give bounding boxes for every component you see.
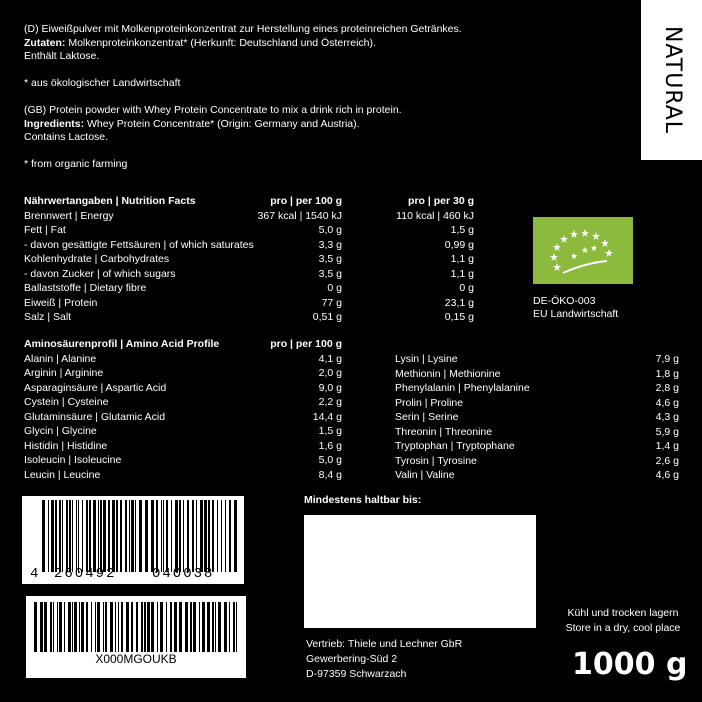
amino-acid-table-right <box>395 352 679 483</box>
nutrient-per-30g: 23,1 g <box>444 296 474 309</box>
amino-row <box>24 468 342 483</box>
barcode-bar <box>151 602 154 652</box>
eco-control-code: DE-ÖKO-003 <box>533 295 596 307</box>
barcode-bar <box>163 500 164 572</box>
nutrition-header-label: Nährwertangaben | Nutrition Facts <box>24 195 196 208</box>
barcode-bar <box>187 500 189 572</box>
amino-value: 2,2 g <box>318 396 342 409</box>
organic-certification <box>533 294 618 320</box>
nutrient-per-100g: 3,5 g <box>318 267 342 280</box>
barcode-bar <box>190 602 192 652</box>
barcode-bar <box>100 500 102 572</box>
barcode-bar <box>131 500 134 572</box>
barcode-bar <box>59 500 61 572</box>
barcode-bar <box>108 500 110 572</box>
amino-row <box>24 424 342 439</box>
nutrition-table <box>24 194 474 325</box>
barcode-bar <box>98 500 99 572</box>
organic-note-de: * aus ökologischer Landwirtschaft <box>24 77 181 89</box>
barcode-bar <box>93 500 96 572</box>
amino-value: 8,4 g <box>318 468 342 481</box>
fnsku-code: X000MGOUKB <box>95 652 177 666</box>
amino-row <box>24 352 342 367</box>
barcode-bar <box>76 500 77 572</box>
barcode-bar <box>82 500 83 572</box>
nutrient-per-100g: 0 g <box>327 282 342 295</box>
nutrient-name: Fett | Fat <box>24 224 66 237</box>
barcode-bar <box>221 500 222 572</box>
barcode-bar <box>199 602 200 652</box>
amino-name: Phenylalanin | Phenylalanine <box>395 382 530 395</box>
barcode-bar <box>79 602 80 652</box>
distributor-line-2: Gewerbering-Süd 2 <box>306 653 398 665</box>
barcode-bar <box>139 500 142 572</box>
nutrient-per-30g: 1,1 g <box>450 267 474 280</box>
barcode-bar <box>64 602 65 652</box>
amino-row <box>24 439 342 454</box>
barcode-bar <box>50 602 52 652</box>
barcode-bar <box>145 500 148 572</box>
nutrition-row <box>24 252 474 267</box>
barcode-bar <box>120 500 122 572</box>
barcode-bar <box>183 500 184 572</box>
barcode-bar <box>118 602 119 652</box>
nutrient-per-100g: 77 g <box>321 296 342 309</box>
eu-leaf-stars-icon <box>533 217 633 284</box>
barcode-bar <box>72 602 73 652</box>
amino-value: 4,3 g <box>655 411 679 424</box>
amino-value: 1,5 g <box>318 425 342 438</box>
amino-row <box>395 396 679 411</box>
amino-header-label: Aminosäurenprofil | Amino Acid Profile <box>24 338 220 351</box>
amino-name: Threonin | Threonine <box>395 425 493 438</box>
barcode-bar <box>44 602 47 652</box>
barcode-bar <box>166 602 167 652</box>
barcode-bar <box>34 602 37 652</box>
nutrition-row <box>24 238 474 253</box>
barcode-bar <box>166 500 168 572</box>
barcode-bar <box>141 602 143 652</box>
barcode-bar <box>147 602 150 652</box>
ean-barcode <box>22 496 244 584</box>
amino-acid-table-left <box>24 337 342 482</box>
amino-value: 4,6 g <box>655 469 679 482</box>
lactose-gb: Contains Lactose. <box>24 131 109 143</box>
ingredients-de-label: Zutaten: <box>24 36 66 49</box>
nutrition-row <box>24 281 474 296</box>
barcode-bar <box>192 500 194 572</box>
amino-row <box>395 352 679 367</box>
ingredients-de-text: Molkenproteinkonzentrat* (Herkunft: Deutschland und Österreich). <box>65 36 376 49</box>
agriculture-origin: EU Landwirtschaft <box>533 308 619 320</box>
amino-row <box>395 454 679 469</box>
barcode-bar <box>170 602 172 652</box>
amino-value: 2,8 g <box>655 382 679 395</box>
barcode-bar <box>51 500 54 572</box>
barcode-bar <box>68 602 71 652</box>
barcode-bar <box>57 602 58 652</box>
amino-name: Methionin | Methionine <box>395 367 501 380</box>
nutrient-per-30g: 110 kcal | 460 kJ <box>396 209 474 222</box>
amino-header-row <box>24 337 342 352</box>
distributor-line-3: D-97359 Schwarzach <box>306 668 407 680</box>
barcode-bar <box>42 500 45 572</box>
amino-name: Glycin | Glycine <box>24 425 97 438</box>
barcode-bar <box>91 602 92 652</box>
nutrition-header-30g: pro | per 30 g <box>408 195 474 208</box>
barcode-bar <box>78 500 79 572</box>
amino-value: 5,9 g <box>655 425 679 438</box>
distributor-address <box>306 637 462 682</box>
barcode-bar <box>229 602 230 652</box>
amino-name: Tryptophan | Tryptophane <box>395 440 515 453</box>
spacer <box>24 63 624 77</box>
barcode-bar <box>193 602 196 652</box>
best-before-field <box>304 515 536 628</box>
fnsku-barcode <box>24 594 248 680</box>
barcode-bar <box>105 602 107 652</box>
amino-name: Lysin | Lysine <box>395 353 458 366</box>
amino-row <box>24 410 342 425</box>
barcode-bar <box>116 500 118 572</box>
barcode-bar <box>131 602 133 652</box>
barcode-bar <box>202 602 205 652</box>
barcode-bar <box>204 500 207 572</box>
amino-name: Cystein | Cysteine <box>24 396 109 409</box>
barcode-bar <box>135 500 136 572</box>
barcode-bar <box>156 500 158 572</box>
best-before-label: Mindestens haltbar bis: <box>304 494 422 506</box>
eu-organic-leaf-logo <box>533 217 633 284</box>
amino-row <box>24 381 342 396</box>
barcode-bar <box>208 500 210 572</box>
barcode-bar <box>207 602 210 652</box>
amino-name: Glutaminsäure | Glutamic Acid <box>24 410 166 423</box>
amino-name: Isoleucin | Isoleucine <box>24 454 122 467</box>
nutrition-row <box>24 296 474 311</box>
barcode-bar <box>136 602 138 652</box>
amino-value: 2,0 g <box>318 367 342 380</box>
amino-value: 9,0 g <box>318 381 342 394</box>
amino-name: Prolin | Proline <box>395 396 464 409</box>
barcode-bar <box>81 602 84 652</box>
storage-de: Kühl und trocken lagern <box>567 607 679 619</box>
barcode-bar <box>175 500 178 572</box>
barcode-bar <box>212 602 214 652</box>
nutrient-per-30g: 1,1 g <box>450 253 474 266</box>
amino-name: Tyrosin | Tyrosine <box>395 454 477 467</box>
amino-value: 4,6 g <box>655 396 679 409</box>
amino-value: 1,8 g <box>655 367 679 380</box>
ingredients-gb <box>24 117 624 131</box>
ingredients-gb-label: Ingredients: <box>24 117 85 130</box>
barcode-bar <box>48 500 49 572</box>
barcode-bar <box>66 500 68 572</box>
barcode-bar <box>161 500 162 572</box>
barcode-bar <box>157 602 158 652</box>
nutrient-per-100g: 0,51 g <box>312 311 342 324</box>
amino-name: Arginin | Arginine <box>24 367 104 380</box>
nutrition-header-row <box>24 194 474 209</box>
barcode-bar <box>212 500 214 572</box>
amino-value: 1,6 g <box>318 439 342 452</box>
amino-row <box>24 366 342 381</box>
storage-instructions <box>560 606 686 635</box>
barcode-bar <box>215 602 216 652</box>
fnsku-barcode-bars <box>32 602 240 652</box>
barcode-bar <box>224 602 227 652</box>
barcode-bar <box>97 602 100 652</box>
barcode-bar <box>234 500 237 572</box>
barcode-bar <box>125 500 127 572</box>
ingredients-gb-text: Whey Protein Concentrate* (Origin: Germany and Austria). <box>84 117 360 130</box>
distributor-line-1: Vertrieb: Thiele und Lechner GbR <box>306 638 463 650</box>
organic-note-gb: * from organic farming <box>24 158 128 170</box>
barcode-bar <box>62 500 63 572</box>
barcode-bar <box>103 500 106 572</box>
nutrition-row <box>24 209 474 224</box>
barcode-bar <box>144 602 146 652</box>
amino-row <box>24 453 342 468</box>
barcode-bar <box>86 500 88 572</box>
amino-row <box>395 439 679 454</box>
barcode-bar <box>185 602 188 652</box>
barcode-bar <box>86 602 88 652</box>
barcode-bar <box>40 602 43 652</box>
nutrient-per-30g: 0,99 g <box>444 238 474 251</box>
barcode-bar <box>72 500 73 572</box>
ean-first-digit: 4 <box>30 566 40 582</box>
barcode-bar <box>89 500 91 572</box>
barcode-bar <box>233 602 235 652</box>
amino-name: Alanin | Alanine <box>24 352 97 365</box>
nutrient-per-30g: 0 g <box>459 282 474 295</box>
barcode-bar <box>218 602 221 652</box>
lactose-de: Enthält Laktose. <box>24 50 100 62</box>
nutrient-name: Ballaststoffe | Dietary fibre <box>24 282 147 295</box>
amino-row <box>24 395 342 410</box>
description-de: (D) Eiweißpulver mit Molkenproteinkonzentrat zur Herstellung eines proteinreichen Getränkes. <box>24 23 462 35</box>
barcode-bar <box>160 602 163 652</box>
storage-en: Store in a dry, cool place <box>565 621 681 634</box>
amino-value: 4,1 g <box>318 352 342 365</box>
amino-name: Valin | Valine <box>395 469 455 482</box>
amino-header-100g: pro | per 100 g <box>270 338 342 351</box>
barcode-bar <box>103 602 104 652</box>
amino-row <box>395 425 679 440</box>
ean-barcode-bars <box>22 500 244 572</box>
variant-tab <box>641 0 702 160</box>
amino-name: Serin | Serine <box>395 411 459 424</box>
nutrient-per-100g: 5,0 g <box>318 224 342 237</box>
nutrition-row <box>24 267 474 282</box>
barcode-bar <box>229 500 231 572</box>
nutrient-per-100g: 367 kcal | 1540 kJ <box>257 209 342 222</box>
barcode-bar <box>200 500 203 572</box>
nutrition-row <box>24 310 474 325</box>
amino-row <box>395 367 679 382</box>
nutrient-name: - davon gesättigte Fettsäuren | of which saturates <box>24 238 254 251</box>
nutrient-per-30g: 0,15 g <box>444 311 474 324</box>
spacer <box>24 144 624 158</box>
barcode-bar <box>126 602 129 652</box>
amino-row <box>395 468 679 483</box>
nutrient-name: - davon Zucker | of which sugars <box>24 267 176 280</box>
nutrition-header-100g: pro | per 100 g <box>270 195 342 208</box>
barcode-bar <box>115 602 116 652</box>
amino-value: 1,4 g <box>655 440 679 453</box>
ean-group-2: 040038 <box>152 566 215 582</box>
barcode-bar <box>174 602 177 652</box>
nutrient-name: Kohlenhydrate | Carbohydrates <box>24 253 170 266</box>
barcode-bar <box>74 602 77 652</box>
amino-row <box>395 410 679 425</box>
barcode-bar <box>171 500 172 572</box>
nutrient-per-100g: 3,5 g <box>318 253 342 266</box>
barcode-bar <box>69 500 71 572</box>
barcode-bar <box>179 602 182 652</box>
barcode-bar <box>112 500 115 572</box>
barcode-bar <box>59 602 62 652</box>
barcode-bar <box>225 500 226 572</box>
nutrient-name: Salz | Salt <box>24 311 72 324</box>
ean-group-1: 260492 <box>54 566 117 582</box>
barcode-bar <box>110 602 113 652</box>
barcode-bar <box>179 500 181 572</box>
nutrition-row <box>24 223 474 238</box>
nutrient-name: Brennwert | Energy <box>24 209 114 222</box>
barcode-bar <box>217 500 218 572</box>
barcode-bar <box>121 602 123 652</box>
amino-value: 7,9 g <box>655 353 679 366</box>
amino-name: Histidin | Histidine <box>24 439 108 452</box>
barcode-bar <box>55 500 57 572</box>
description-gb: (GB) Protein powder with Whey Protein Concentrate to mix a drink rich in protein. <box>24 104 402 116</box>
barcode-bar <box>53 602 54 652</box>
nutrient-per-30g: 1,5 g <box>450 224 474 237</box>
barcode-bar <box>151 500 154 572</box>
variant-label: NATURAL <box>659 25 685 135</box>
amino-name: Leucin | Leucine <box>24 468 101 481</box>
nutrient-per-100g: 3,3 g <box>318 238 342 251</box>
barcode-bar <box>196 500 197 572</box>
ingredients-de <box>24 36 624 50</box>
net-weight: 1000 g <box>572 647 688 682</box>
barcode-bar <box>236 602 237 652</box>
product-description <box>24 22 624 171</box>
amino-value: 14,4 g <box>312 410 342 423</box>
spacer <box>24 90 624 104</box>
nutrient-name: Eiweiß | Protein <box>24 296 98 309</box>
amino-value: 2,6 g <box>655 454 679 467</box>
amino-name: Asparaginsäure | Aspartic Acid <box>24 381 167 394</box>
amino-row <box>395 381 679 396</box>
barcode-bar <box>129 500 130 572</box>
logo-background <box>533 217 633 284</box>
barcode-bar <box>95 602 96 652</box>
amino-value: 5,0 g <box>318 454 342 467</box>
